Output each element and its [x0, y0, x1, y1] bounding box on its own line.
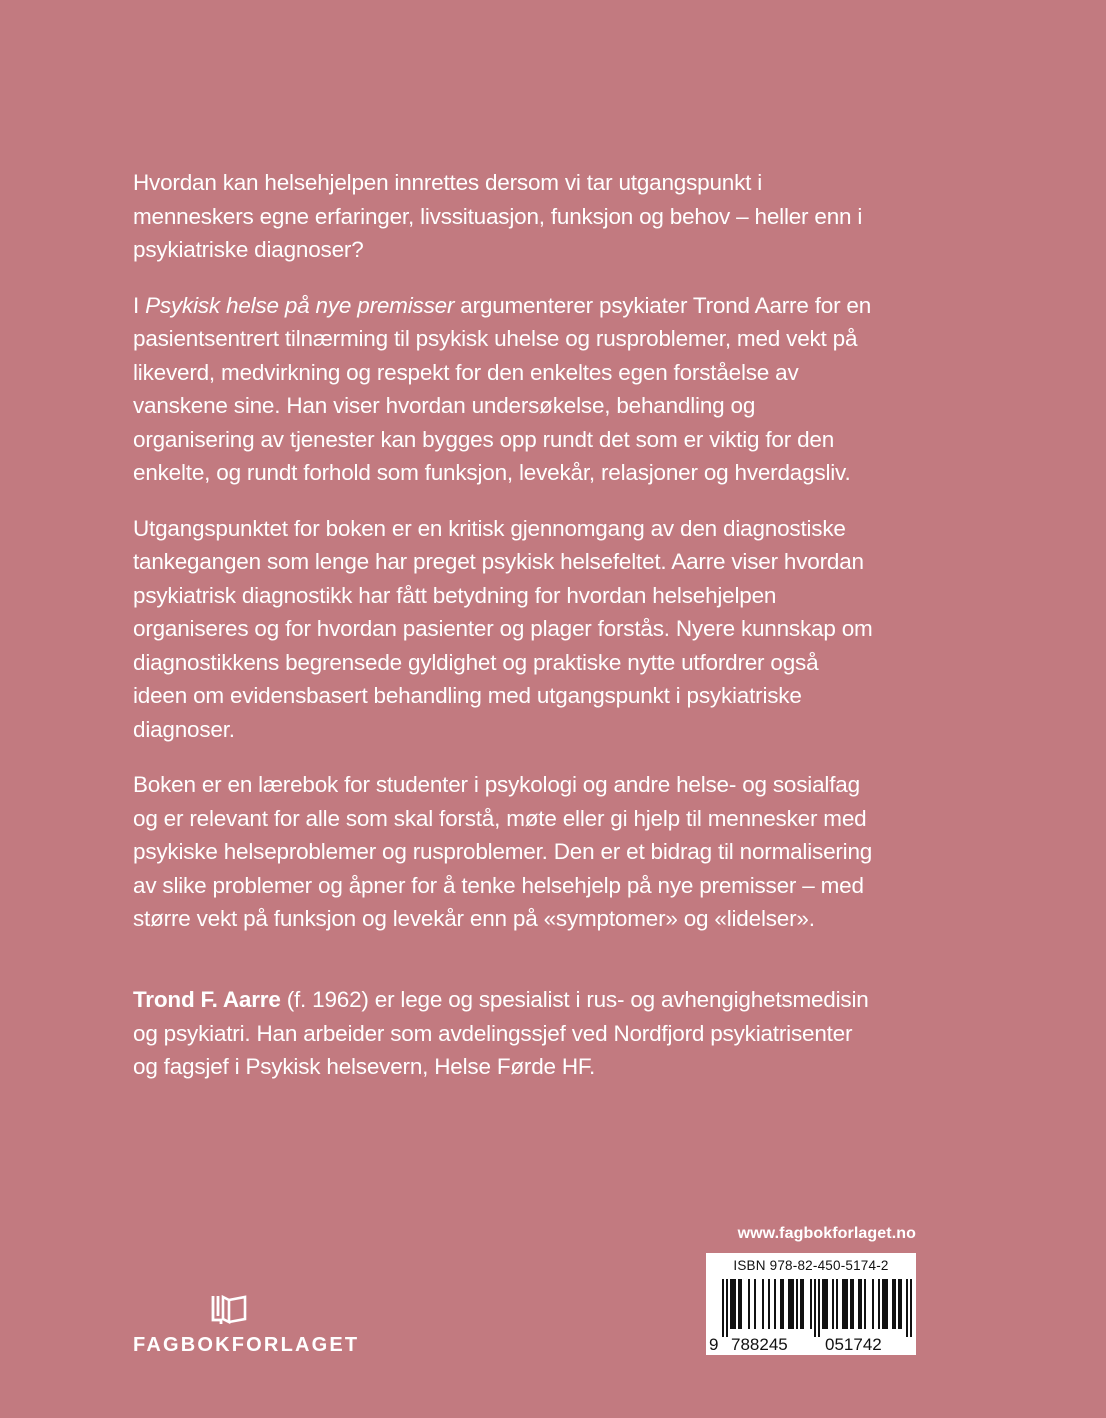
barcode-bar — [790, 1279, 792, 1329]
barcode-bar — [810, 1279, 812, 1329]
barcode-bars — [706, 1253, 916, 1355]
barcode-bar — [872, 1279, 874, 1329]
barcode-bar — [800, 1279, 802, 1329]
barcode-bar — [892, 1279, 894, 1329]
barcode-bar — [910, 1279, 912, 1337]
barcode-bar — [802, 1279, 804, 1329]
barcode-bar — [846, 1279, 848, 1329]
barcode-bar — [878, 1279, 880, 1329]
barcode-bar — [788, 1279, 790, 1329]
barcode-bar — [732, 1279, 734, 1329]
barcode-bar — [886, 1279, 888, 1329]
description-paragraph-1: Hvordan kan helsehjelpen innrettes dersom vi tar utgangspunkt i menneskers egne erfaringer, livssituasjon, funksjon og behov – heller enn i psykiatriske diagnoser? — [133, 170, 863, 262]
open-book-logo-icon — [209, 1294, 249, 1326]
paragraph-2-prefix: I — [133, 292, 146, 318]
barcode-bar — [852, 1279, 854, 1329]
barcode-bar — [882, 1279, 884, 1329]
isbn-label: ISBN 978-82-450-5174-2 — [733, 1258, 889, 1273]
barcode-bar — [740, 1279, 742, 1329]
barcode-bar — [814, 1279, 816, 1337]
barcode-bar — [832, 1279, 834, 1329]
book-title-italic: Psykisk helse på nye premisser — [145, 292, 455, 318]
barcode-bar — [850, 1279, 852, 1329]
barcode-bar — [864, 1279, 866, 1329]
barcode-bar — [826, 1279, 828, 1329]
barcode-bar — [860, 1279, 862, 1329]
barcode-bar — [722, 1279, 724, 1337]
barcode-bar — [842, 1279, 844, 1329]
barcode-bar — [782, 1279, 784, 1329]
author-bio — [133, 983, 878, 1084]
author-bio-text: (f. 1962) er lege og spesialist i rus- og avhengighetsmedisin og psykiatri. Han arbeider som avdelingssjef ved Nordfjord psykiatrisenter og fagsjef i Psykisk helsevern, Helse Førde HF. — [133, 987, 869, 1079]
barcode-bar — [818, 1279, 820, 1337]
description-paragraph-3: Utgangspunktet for boken er en kritisk gjennomgang av den diagnostiske tankegangen som lenge har preget psykisk helsefeltet. Aarre viser hvordan psykiatrisk diagnostikk har fått betydning for hvordan helsehjelpen organiseres og for hvordan pasienter og plager forstås. Nyere kunnskap om diagnostikkens begrensede gyldighet og praktiske nytte utfordrer også ideen om evidensbasert behandling med utgangspunkt i psykiatriske diagnoser. — [133, 515, 873, 742]
description-paragraph-2 — [133, 289, 878, 490]
author-name: Trond F. Aarre — [133, 987, 281, 1012]
book-description — [133, 166, 878, 958]
barcode-bar — [780, 1279, 782, 1329]
barcode-digits: 051742 — [825, 1335, 882, 1354]
barcode-bar — [894, 1279, 896, 1329]
barcode-bar — [898, 1279, 900, 1329]
barcode-bar — [858, 1279, 860, 1329]
barcode-bar — [738, 1279, 740, 1329]
barcode-bar — [762, 1279, 764, 1329]
barcode-bar — [754, 1279, 756, 1329]
barcode-bar — [726, 1279, 728, 1337]
barcode-bar — [824, 1279, 826, 1329]
barcode-digits: 788245 — [731, 1335, 788, 1354]
barcode-bar — [774, 1279, 776, 1329]
barcode-bar — [900, 1279, 902, 1329]
publisher-url: www.fagbokforlaget.no — [737, 1225, 916, 1242]
barcode-bar — [796, 1279, 798, 1329]
barcode-bar — [792, 1279, 794, 1329]
description-paragraph-4: Boken er en lærebok for studenter i psykologi og andre helse- og sosialfag og er relevant for alle som skal forstå, møte eller gi hjelp til mennesker med psykiske helseproblemer og rusproblemer. Den er et bidrag til normalisering av slike problemer og åpner for å tenke helsehjelp på nye premisser – med større vekt på funksjon og levekår enn på «symptomer» og «lidelser». — [133, 772, 873, 931]
barcode-bar — [836, 1279, 838, 1329]
isbn-barcode — [706, 1253, 916, 1355]
barcode-bar — [822, 1279, 824, 1329]
barcode-bar — [734, 1279, 736, 1329]
barcode-digits: 9 — [709, 1335, 719, 1354]
barcode-bar — [884, 1279, 886, 1329]
barcode-bar — [748, 1279, 750, 1329]
barcode-bar — [730, 1279, 732, 1329]
barcode-bar — [844, 1279, 846, 1329]
barcode-bar — [906, 1279, 908, 1337]
barcode-bar — [768, 1279, 770, 1329]
publisher-name: FAGBOKFORLAGET — [133, 1334, 360, 1356]
paragraph-2-text: argumenterer psykiater Trond Aarre for en pasientsentrert tilnærming til psykisk uhelse og rusproblemer, med vekt på likeverd, medvirkning og respekt for den enkeltes egen forståelse av vanskene sine. Han viser hvordan undersøkelse, behandling og organisering av tjenester kan bygges opp rundt det som er viktig for den enkelte, og rundt forhold som funksjon, levekår, relasjoner og hverdagsliv. — [133, 292, 872, 485]
